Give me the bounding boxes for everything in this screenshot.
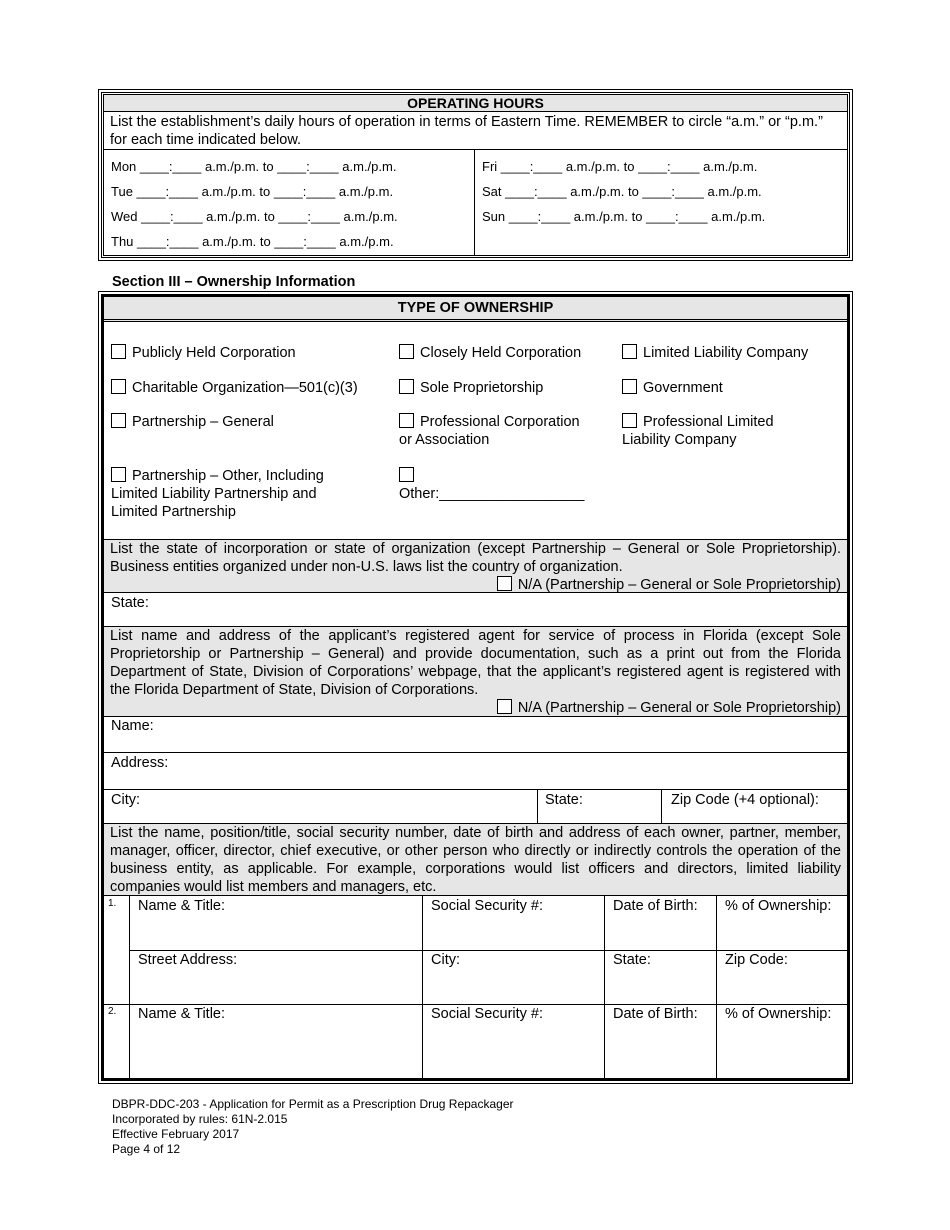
checkbox[interactable] bbox=[111, 344, 126, 359]
hours-row-thu[interactable]: Thu ____:____ a.m./p.m. to ____:____ a.m./p.m. bbox=[111, 234, 394, 249]
divider bbox=[129, 950, 847, 951]
divider bbox=[104, 789, 847, 790]
checkbox[interactable] bbox=[399, 467, 414, 482]
checkbox[interactable] bbox=[111, 379, 126, 394]
option-other[interactable]: Other:__________________ bbox=[399, 467, 584, 503]
state-na-option[interactable]: N/A (Partnership – General or Sole Proprietorship) bbox=[110, 576, 841, 594]
agent-state-field[interactable]: State: bbox=[545, 792, 583, 808]
hours-row-sun[interactable]: Sun ____:____ a.m./p.m. to ____:____ a.m./p.m. bbox=[482, 209, 766, 224]
checkbox[interactable] bbox=[622, 413, 637, 428]
footer-page-number: Page 4 of 12 bbox=[112, 1142, 181, 1156]
agent-instructions-block bbox=[104, 626, 847, 717]
divider bbox=[104, 1004, 847, 1005]
divider bbox=[661, 789, 662, 824]
owner-1-number: 1. bbox=[108, 898, 117, 909]
checkbox[interactable] bbox=[497, 699, 512, 714]
option-professional-corporation[interactable]: Professional Corporation or Association bbox=[399, 414, 580, 448]
operating-hours-section bbox=[101, 92, 850, 258]
state-instructions: List the state of incorporation or state of organization (except Partnership – General or Sole Proprietorship). Business entities organized under non-U.S. laws list the country of organization. bbox=[110, 541, 841, 575]
agent-name-field[interactable]: Name: bbox=[111, 718, 154, 734]
option-closely-held[interactable]: Closely Held Corporation bbox=[399, 344, 581, 362]
agent-na-option[interactable]: N/A (Partnership – General or Sole Proprietorship) bbox=[110, 699, 841, 717]
owner-2-dob[interactable]: Date of Birth: bbox=[613, 1006, 698, 1022]
option-partnership-general[interactable]: Partnership – General bbox=[111, 413, 274, 431]
owner-1-ssn[interactable]: Social Security #: bbox=[431, 898, 544, 914]
divider bbox=[474, 149, 475, 255]
agent-instructions: List name and address of the applicant’s registered agent for service of process in Florida (except Sole Proprietorship or Partnership – General) and provide documentation, such as a print out from the Florida Department of State, Division of Corporations’ webpage, that the applicant’s registered agent is registered with the Florida Department of State, Division of Corporations. bbox=[110, 628, 841, 698]
checkbox[interactable] bbox=[111, 467, 126, 482]
operating-hours-title: OPERATING HOURS bbox=[104, 95, 847, 112]
option-llc[interactable]: Limited Liability Company bbox=[622, 344, 808, 362]
divider bbox=[716, 896, 717, 1078]
page-footer bbox=[112, 1097, 514, 1157]
owners-instructions: List the name, position/title, social security number, date of birth and address of each owner, partner, member, manager, officer, director, chief executive, or other person who directly or indirectly controls the operation of the business entity, as applicable. For example, corporations would list officers and directors, limited liability companies would list members and managers, etc. bbox=[104, 823, 847, 896]
footer-form-id: DBPR-DDC-203 - Application for Permit as a Prescription Drug Repackager bbox=[112, 1097, 514, 1111]
owner-1-pct[interactable]: % of Ownership: bbox=[725, 898, 832, 914]
agent-address-field[interactable]: Address: bbox=[111, 755, 169, 771]
option-partnership-other[interactable]: Partnership – Other, Including Limited Liability Partnership and Limited Partnership bbox=[111, 468, 324, 520]
state-field[interactable]: State: bbox=[111, 595, 149, 611]
option-sole-proprietorship[interactable]: Sole Proprietorship bbox=[399, 379, 543, 397]
owner-1-city[interactable]: City: bbox=[431, 952, 460, 968]
divider bbox=[104, 149, 847, 150]
hours-row-sat[interactable]: Sat ____:____ a.m./p.m. to ____:____ a.m./p.m. bbox=[482, 184, 762, 199]
operating-hours-intro: List the establishment’s daily hours of operation in terms of Eastern Time. REMEMBER to circle “a.m.” or “p.m.” for each time indicated below. bbox=[110, 114, 823, 148]
footer-effective-date: Effective February 2017 bbox=[112, 1127, 240, 1141]
checkbox[interactable] bbox=[622, 379, 637, 394]
divider bbox=[604, 896, 605, 1078]
divider bbox=[104, 752, 847, 753]
checkbox[interactable] bbox=[399, 413, 414, 428]
checkbox[interactable] bbox=[399, 379, 414, 394]
option-publicly-held[interactable]: Publicly Held Corporation bbox=[111, 344, 296, 362]
hours-row-wed[interactable]: Wed ____:____ a.m./p.m. to ____:____ a.m./p.m. bbox=[111, 209, 398, 224]
divider bbox=[129, 896, 130, 1078]
owner-1-zip[interactable]: Zip Code: bbox=[725, 952, 788, 968]
owner-2-number: 2. bbox=[108, 1006, 117, 1017]
agent-zip-field[interactable]: Zip Code (+4 optional): bbox=[671, 792, 819, 808]
owner-2-name-title[interactable]: Name & Title: bbox=[138, 1006, 226, 1022]
footer-rules: Incorporated by rules: 61N-2.015 bbox=[112, 1112, 288, 1126]
section-title: Section III – Ownership Information bbox=[112, 274, 356, 290]
divider bbox=[422, 896, 423, 1078]
owner-1-dob[interactable]: Date of Birth: bbox=[613, 898, 698, 914]
divider bbox=[537, 789, 538, 824]
checkbox[interactable] bbox=[497, 576, 512, 591]
owner-1-street[interactable]: Street Address: bbox=[138, 952, 238, 968]
checkbox[interactable] bbox=[622, 344, 637, 359]
option-professional-llc[interactable]: Professional Limited Liability Company bbox=[622, 414, 774, 448]
option-charitable[interactable]: Charitable Organization—501(c)(3) bbox=[111, 379, 358, 397]
owner-2-ssn[interactable]: Social Security #: bbox=[431, 1006, 544, 1022]
ownership-section bbox=[101, 294, 850, 1081]
checkbox[interactable] bbox=[111, 413, 126, 428]
checkbox[interactable] bbox=[399, 344, 414, 359]
hours-row-mon[interactable]: Mon ____:____ a.m./p.m. to ____:____ a.m./p.m. bbox=[111, 159, 397, 174]
owner-2-pct[interactable]: % of Ownership: bbox=[725, 1006, 832, 1022]
ownership-title: TYPE OF OWNERSHIP bbox=[104, 297, 847, 322]
agent-city-field[interactable]: City: bbox=[111, 792, 140, 808]
option-government[interactable]: Government bbox=[622, 379, 723, 397]
owner-1-name-title[interactable]: Name & Title: bbox=[138, 898, 226, 914]
owner-1-state[interactable]: State: bbox=[613, 952, 651, 968]
hours-row-tue[interactable]: Tue ____:____ a.m./p.m. to ____:____ a.m./p.m. bbox=[111, 184, 394, 199]
state-instructions-block bbox=[104, 539, 847, 593]
hours-row-fri[interactable]: Fri ____:____ a.m./p.m. to ____:____ a.m./p.m. bbox=[482, 159, 758, 174]
